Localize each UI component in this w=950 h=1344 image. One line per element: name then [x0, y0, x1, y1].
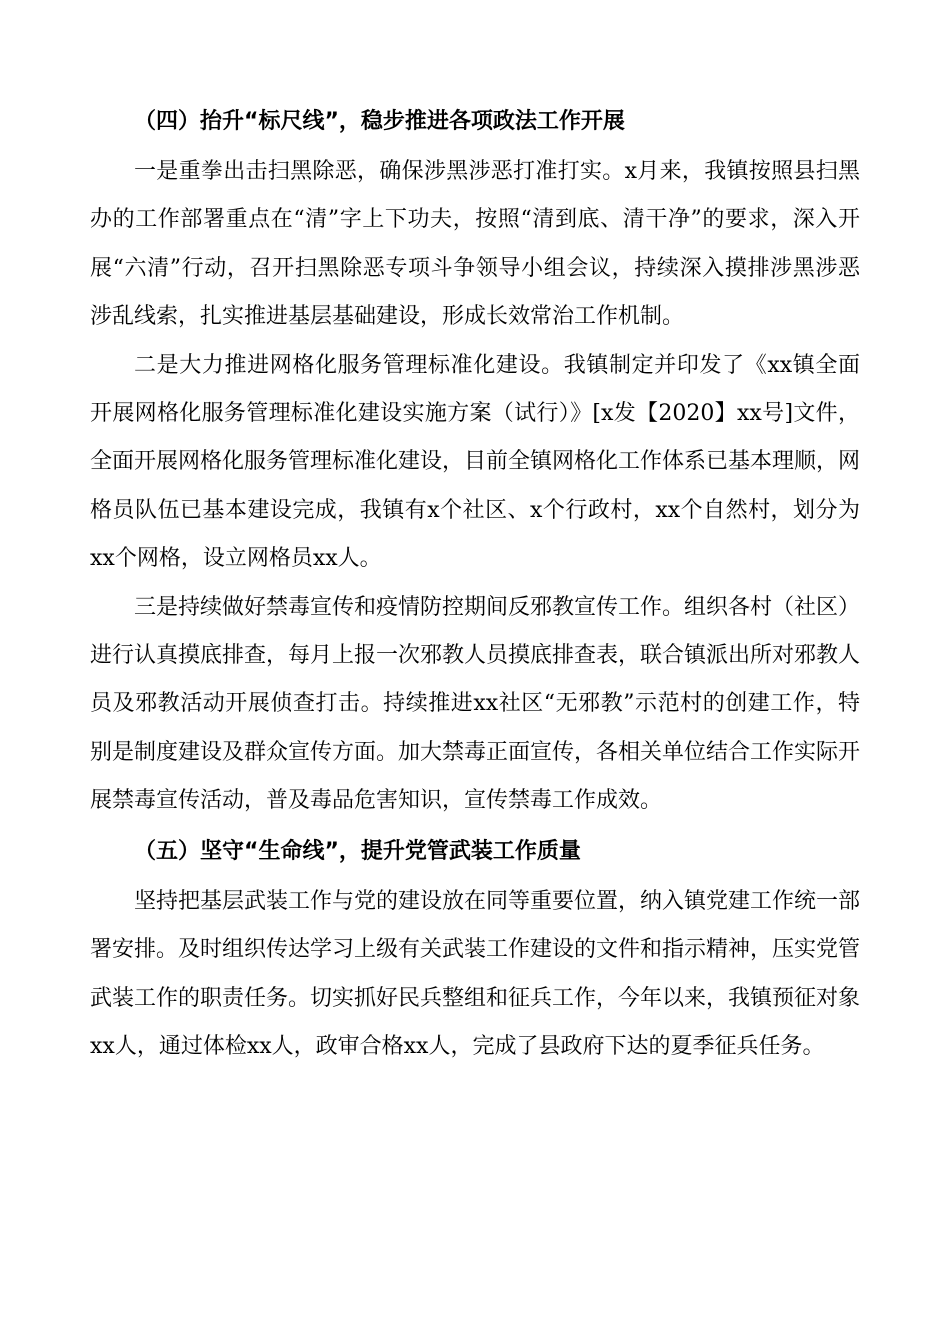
section-4-paragraph-2: 二是大力推进网格化服务管理标准化建设。我镇制定并印发了《xx镇全面开展网格化服务管理标准化建设实施方案（试行）》[x发【2020】xx号]文件，全面开展网格化服务管理标准化建设，目前全镇网格化工作体系已基本理顺，网格员队伍已基本建设完成，我镇有x个社区、x个行政村，xx个自然村，划分为xx个网格，设立网格员xx人。 — [90, 352, 861, 572]
document-page — [90, 96, 860, 1071]
section-5-heading: （五）坚守“生命线”，提升党管武装工作质量 — [134, 838, 581, 864]
section-4-heading: （四）抬升“标尺线”，稳步推进各项政法工作开展 — [134, 109, 625, 134]
section-4-paragraph-3: 三是持续做好禁毒宣传和疫情防控期间反邪教宣传工作。组织各村（社区）进行认真摸底排查，每月上报一次邪教人员摸底排查表，联合镇派出所对邪教人员及邪教活动开展侦查打击。持续推进xx社区“无邪教”示范村的创建工作，特别是制度建设及群众宣传方面。加大禁毒正面宣传，各相关单位结合工作实际开展禁毒宣传活动，普及毒品危害知识，宣传禁毒工作成效。 — [90, 594, 861, 814]
section-5-paragraph-1: 坚持把基层武装工作与党的建设放在同等重要位置，纳入镇党建工作统一部署安排。及时组织传达学习上级有关武装工作建设的文件和指示精神，压实党管武装工作的职责任务。切实抓好民兵整组和征兵工作，今年以来，我镇预征对象xx人，通过体检xx人，政审合格xx人，完成了县政府下达的夏季征兵任务。 — [90, 888, 861, 1059]
section-4-paragraph-1: 一是重拳出击扫黑除恶，确保涉黑涉恶打准打实。x月来，我镇按照县扫黑办的工作部署重点在“清”字上下功夫，按照“清到底、清干净”的要求，深入开展“六清”行动，召开扫黑除恶专项斗争领导小组会议，持续深入摸排涉黑涉恶涉乱线索，扎实推进基层基础建设，形成长效常治工作机制。 — [90, 159, 860, 330]
